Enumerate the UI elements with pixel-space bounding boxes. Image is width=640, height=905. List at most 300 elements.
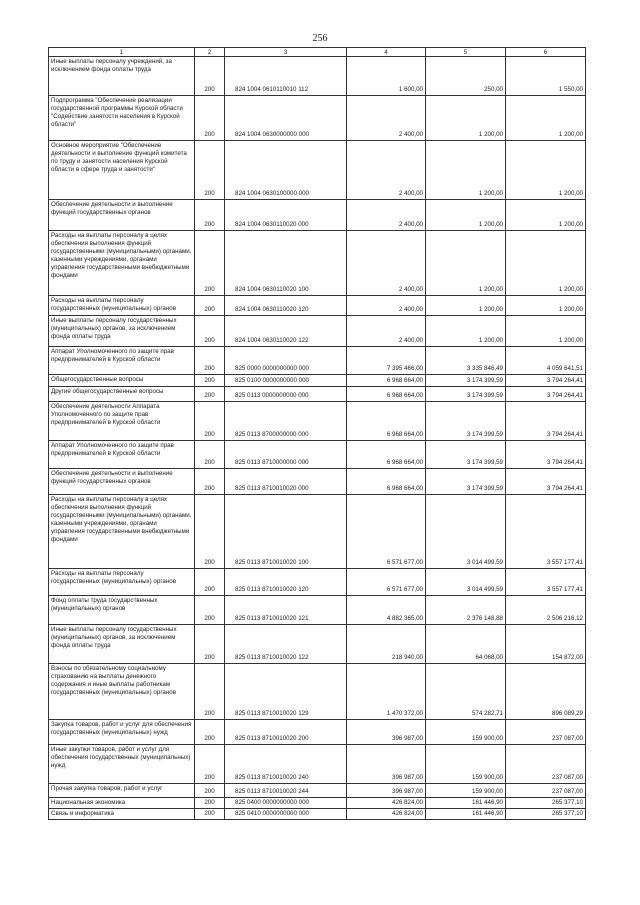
row-name-cell — [49, 296, 195, 316]
cell-text: 2 376 148,88 — [466, 615, 503, 622]
column-header: 2 — [195, 48, 225, 57]
cell-text: Иные выплаты персоналу государственных (муниципальных) органов, за исключением фонда оплаты труда — [51, 626, 177, 649]
row-kbk-cell — [225, 57, 347, 96]
row-kbk-cell — [225, 296, 347, 316]
row-value-col5-cell — [426, 720, 506, 745]
row-name-cell — [49, 809, 195, 820]
column-header: 1 — [49, 48, 195, 57]
row-value-col4-cell — [347, 316, 426, 347]
cell-text: 200 — [204, 190, 215, 197]
row-value-col4-cell — [347, 798, 426, 809]
cell-text: 200 — [204, 337, 215, 344]
cell-text: 218 940,00 — [392, 654, 423, 661]
row-value-col5-cell — [426, 569, 506, 596]
cell-text: 1 200,00 — [558, 306, 583, 313]
row-kbk-cell — [225, 469, 347, 495]
cell-text: 825 0400 0000000000 000 — [235, 799, 309, 806]
row-name-cell — [49, 469, 195, 495]
cell-text: 1 470 372,00 — [386, 710, 423, 717]
cell-text: Взносы по обязательному социальному страхованию на выплаты денежного содержания и иные выплаты работникам государственных (муниципальных) органов — [51, 665, 177, 696]
row-code-cell — [195, 296, 225, 316]
row-kbk-cell — [225, 664, 347, 720]
row-code-cell — [195, 96, 225, 141]
cell-text: 3 794 264,41 — [546, 459, 583, 466]
cell-text: 3 174 399,59 — [466, 392, 503, 399]
cell-text: 237 087,00 — [552, 788, 583, 795]
row-kbk-cell — [225, 745, 347, 784]
cell-text: 2 400,00 — [398, 131, 423, 138]
row-value-col4-cell — [347, 469, 426, 495]
cell-text: 200 — [204, 221, 215, 228]
table-row — [49, 569, 586, 596]
cell-text: 825 0113 8710010020 100 — [235, 559, 309, 566]
cell-text: Прочая закупка товаров, работ и услуг — [51, 785, 163, 792]
cell-text: 825 0000 0000000000 000 — [235, 365, 309, 372]
cell-text: 824 1004 0630000000 000 — [235, 131, 309, 138]
cell-text: Расходы на выплаты персоналу государственных (муниципальных) органов — [51, 570, 177, 585]
cell-text: Основное мероприятие "Обеспечение деятельности и выполнение функций комитета по труду и занятости населения Курской области в сфере труда и занятости" — [51, 142, 187, 173]
cell-text: 159 900,00 — [472, 735, 503, 742]
cell-text: Расходы на выплаты персоналу в целях обеспечения выполнения функций государственными (муниципальными) органами, казенными учреждениями, органами управления государственными внебюджетными фондами — [51, 496, 192, 543]
row-code-cell — [195, 569, 225, 596]
cell-text: 3 794 264,41 — [546, 431, 583, 438]
row-value-col5-cell — [426, 745, 506, 784]
cell-text: 1 200,00 — [558, 337, 583, 344]
row-value-col4-cell — [347, 57, 426, 96]
table-row — [49, 784, 586, 798]
row-code-cell — [195, 347, 225, 375]
cell-text: Иные выплаты персоналу учреждений, за исключением фонда оплаты труда — [51, 58, 172, 73]
cell-text: 2 506 216,12 — [546, 615, 583, 622]
cell-text: 200 — [204, 459, 215, 466]
table-row — [49, 402, 586, 441]
row-value-col4-cell — [347, 96, 426, 141]
cell-text: 1 200,00 — [478, 286, 503, 293]
cell-text: 200 — [204, 131, 215, 138]
cell-text: 4 882 365,00 — [386, 615, 423, 622]
table-row — [49, 469, 586, 495]
table-row — [49, 200, 586, 231]
cell-text: 825 0410 0000000000 000 — [235, 810, 309, 817]
cell-text: 250,00 — [484, 86, 503, 93]
cell-text: 3 794 264,41 — [546, 392, 583, 399]
row-value-col6-cell — [506, 441, 586, 469]
row-value-col5-cell — [426, 809, 506, 820]
row-value-col5-cell — [426, 469, 506, 495]
row-value-col5-cell — [426, 375, 506, 387]
cell-text: 3 174 399,59 — [466, 459, 503, 466]
row-value-col4-cell — [347, 625, 426, 664]
page-number: 256 — [312, 33, 328, 44]
row-name-cell — [49, 96, 195, 141]
row-value-col5-cell — [426, 296, 506, 316]
row-name-cell — [49, 375, 195, 387]
cell-text: 426 824,00 — [392, 810, 423, 817]
row-kbk-cell — [225, 316, 347, 347]
cell-text: 825 0113 8700000000 000 — [235, 431, 309, 438]
row-kbk-cell — [225, 569, 347, 596]
row-value-col4-cell — [347, 375, 426, 387]
row-value-col5-cell — [426, 347, 506, 375]
cell-text: 200 — [204, 735, 215, 742]
row-value-col6-cell — [506, 745, 586, 784]
cell-text: Расходы на выплаты персоналу государственных (муниципальных) органов — [51, 297, 177, 312]
cell-text: 396 987,00 — [392, 735, 423, 742]
cell-text: 824 1004 0630110020 122 — [235, 337, 309, 344]
cell-text: 1 200,00 — [478, 221, 503, 228]
row-code-cell — [195, 784, 225, 798]
cell-text: Обеспечение деятельности и выполнение функций государственных органов — [51, 201, 173, 216]
row-value-col4-cell — [347, 495, 426, 569]
cell-text: 200 — [204, 365, 215, 372]
table-row — [49, 96, 586, 141]
cell-text: 825 0113 8710010020 244 — [235, 788, 309, 795]
column-header: 5 — [426, 48, 506, 57]
cell-text: Фонд оплаты труда государственных (муниципальных) органов — [51, 597, 158, 612]
row-value-col6-cell — [506, 200, 586, 231]
row-value-col4-cell — [347, 347, 426, 375]
table-row — [49, 316, 586, 347]
cell-text: 896 089,29 — [552, 710, 583, 717]
row-value-col6-cell — [506, 720, 586, 745]
table-row — [49, 347, 586, 375]
row-name-cell — [49, 596, 195, 625]
row-code-cell — [195, 231, 225, 296]
row-name-cell — [49, 798, 195, 809]
cell-text: Расходы на выплаты персоналу в целях обеспечения выполнения функций государственными (муниципальными) органами, казенными учреждениями, органами управления государственными внебюджетными фондами — [51, 232, 192, 279]
cell-text: 825 0113 8710010020 120 — [235, 586, 309, 593]
cell-text: 6 968 664,00 — [386, 485, 423, 492]
row-code-cell — [195, 141, 225, 200]
cell-text: 1 200,00 — [478, 131, 503, 138]
row-code-cell — [195, 375, 225, 387]
cell-text: 237 087,00 — [552, 774, 583, 781]
cell-text: 6 571 677,00 — [386, 559, 423, 566]
row-value-col6-cell — [506, 784, 586, 798]
row-value-col4-cell — [347, 809, 426, 820]
cell-text: 200 — [204, 485, 215, 492]
row-name-cell — [49, 625, 195, 664]
row-value-col6-cell — [506, 57, 586, 96]
row-kbk-cell — [225, 231, 347, 296]
row-value-col4-cell — [347, 745, 426, 784]
row-value-col6-cell — [506, 664, 586, 720]
row-code-cell — [195, 809, 225, 820]
cell-text: 200 — [204, 86, 215, 93]
row-value-col6-cell — [506, 296, 586, 316]
cell-text: 200 — [204, 306, 215, 313]
cell-text: 161 446,90 — [472, 799, 503, 806]
row-value-col4-cell — [347, 200, 426, 231]
cell-text: 825 0113 8710010020 000 — [235, 485, 309, 492]
cell-text: 200 — [204, 788, 215, 795]
cell-text: 6 571 677,00 — [386, 586, 423, 593]
row-value-col5-cell — [426, 784, 506, 798]
table-row — [49, 141, 586, 200]
row-value-col5-cell — [426, 402, 506, 441]
row-value-col6-cell — [506, 569, 586, 596]
table-row — [49, 798, 586, 809]
row-kbk-cell — [225, 720, 347, 745]
table-row — [49, 375, 586, 387]
cell-text: 200 — [204, 586, 215, 593]
cell-text: 4 059 641,51 — [546, 365, 583, 372]
cell-text: 3 014 499,59 — [466, 586, 503, 593]
cell-text: 1 200,00 — [478, 190, 503, 197]
row-name-cell — [49, 745, 195, 784]
cell-text: Иные закупки товаров, работ и услуг для обеспечения государственных (муниципальных) нужд — [51, 746, 191, 769]
table-row — [49, 745, 586, 784]
cell-text: Закупка товаров, работ и услуг для обеспечения государственных (муниципальных) нужд — [51, 721, 192, 736]
table-row — [49, 296, 586, 316]
row-kbk-cell — [225, 784, 347, 798]
row-kbk-cell — [225, 625, 347, 664]
row-value-col6-cell — [506, 596, 586, 625]
row-value-col5-cell — [426, 441, 506, 469]
cell-text: 825 0113 0000000000 000 — [235, 392, 309, 399]
cell-text: 200 — [204, 392, 215, 399]
table-row — [49, 596, 586, 625]
row-value-col6-cell — [506, 495, 586, 569]
row-value-col5-cell — [426, 625, 506, 664]
row-kbk-cell — [225, 347, 347, 375]
row-value-col4-cell — [347, 720, 426, 745]
row-value-col4-cell — [347, 231, 426, 296]
row-name-cell — [49, 57, 195, 96]
row-value-col5-cell — [426, 798, 506, 809]
row-value-col4-cell — [347, 141, 426, 200]
cell-text: 200 — [204, 810, 215, 817]
row-value-col6-cell — [506, 798, 586, 809]
cell-text: Обеспечение деятельности Аппарата Уполномоченного по защите прав предпринимателей в Курской области — [51, 403, 161, 426]
row-name-cell — [49, 316, 195, 347]
row-code-cell — [195, 596, 225, 625]
cell-text: 1 600,00 — [398, 86, 423, 93]
table-row — [49, 809, 586, 820]
cell-text: 825 0113 8710000000 000 — [235, 459, 309, 466]
row-name-cell — [49, 402, 195, 441]
row-value-col6-cell — [506, 347, 586, 375]
row-name-cell — [49, 664, 195, 720]
row-kbk-cell — [225, 200, 347, 231]
cell-text: 265 377,10 — [552, 810, 583, 817]
column-header: 3 — [225, 48, 347, 57]
row-value-col5-cell — [426, 664, 506, 720]
cell-text: 200 — [204, 615, 215, 622]
budget-table — [48, 47, 586, 820]
cell-text: 161 446,90 — [472, 810, 503, 817]
cell-text: 824 1004 0630100000 000 — [235, 190, 309, 197]
row-value-col6-cell — [506, 402, 586, 441]
row-value-col6-cell — [506, 231, 586, 296]
cell-text: Общегосударственные вопросы — [51, 376, 144, 383]
row-value-col5-cell — [426, 57, 506, 96]
cell-text: 2 400,00 — [398, 221, 423, 228]
cell-text: 2 400,00 — [398, 337, 423, 344]
cell-text: 3 794 264,41 — [546, 377, 583, 384]
row-value-col4-cell — [347, 596, 426, 625]
row-kbk-cell — [225, 798, 347, 809]
cell-text: 3 557 177,41 — [546, 559, 583, 566]
cell-text: Подпрограмма "Обеспечение реализации государственной программы Курской области "Содействие занятости населения в Курской области" — [51, 97, 183, 128]
cell-text: 1 200,00 — [558, 131, 583, 138]
cell-text: 200 — [204, 431, 215, 438]
row-code-cell — [195, 798, 225, 809]
cell-text: 6 968 664,00 — [386, 459, 423, 466]
row-value-col4-cell — [347, 569, 426, 596]
table-row — [49, 720, 586, 745]
cell-text: 6 968 664,00 — [386, 392, 423, 399]
row-value-col6-cell — [506, 141, 586, 200]
table-row — [49, 441, 586, 469]
column-header: 6 — [506, 48, 586, 57]
cell-text: 3 174 399,59 — [466, 377, 503, 384]
row-code-cell — [195, 469, 225, 495]
row-kbk-cell — [225, 375, 347, 387]
row-value-col6-cell — [506, 469, 586, 495]
cell-text: 265 377,10 — [552, 799, 583, 806]
table-row — [49, 387, 586, 402]
cell-text: 825 0100 0000000000 000 — [235, 377, 309, 384]
row-value-col5-cell — [426, 596, 506, 625]
row-kbk-cell — [225, 96, 347, 141]
column-header: 4 — [347, 48, 426, 57]
row-value-col4-cell — [347, 402, 426, 441]
cell-text: 159 900,00 — [472, 774, 503, 781]
cell-text: Аппарат Уполномоченного по защите прав предпринимателей в Курской области — [51, 442, 174, 457]
row-name-cell — [49, 141, 195, 200]
row-value-col5-cell — [426, 141, 506, 200]
row-value-col4-cell — [347, 441, 426, 469]
row-name-cell — [49, 720, 195, 745]
cell-text: 426 824,00 — [392, 799, 423, 806]
cell-text: Национальная экономика — [51, 799, 126, 806]
cell-text: 200 — [204, 286, 215, 293]
cell-text: 237 087,00 — [552, 735, 583, 742]
row-value-col4-cell — [347, 664, 426, 720]
cell-text: 64 068,00 — [475, 654, 503, 661]
row-value-col5-cell — [426, 495, 506, 569]
cell-text: 1 550,00 — [558, 86, 583, 93]
cell-text: 7 395 466,00 — [386, 365, 423, 372]
cell-text: 574 282,71 — [472, 710, 503, 717]
row-value-col6-cell — [506, 387, 586, 402]
cell-text: 1 200,00 — [558, 190, 583, 197]
row-value-col5-cell — [426, 231, 506, 296]
cell-text: 396 987,00 — [392, 774, 423, 781]
row-name-cell — [49, 441, 195, 469]
cell-text: 825 0113 8710010020 122 — [235, 654, 309, 661]
row-value-col4-cell — [347, 784, 426, 798]
row-value-col6-cell — [506, 316, 586, 347]
row-kbk-cell — [225, 402, 347, 441]
cell-text: 3 557 177,41 — [546, 586, 583, 593]
cell-text: 824 1004 0630110020 120 — [235, 306, 309, 313]
cell-text: 1 200,00 — [558, 286, 583, 293]
cell-text: 3 174 399,59 — [466, 431, 503, 438]
row-value-col5-cell — [426, 387, 506, 402]
cell-text: 2 400,00 — [398, 306, 423, 313]
cell-text: 1 200,00 — [558, 221, 583, 228]
row-value-col5-cell — [426, 316, 506, 347]
cell-text: 200 — [204, 377, 215, 384]
row-name-cell — [49, 387, 195, 402]
row-name-cell — [49, 495, 195, 569]
cell-text: Другие общегосударственные вопросы — [51, 388, 164, 395]
row-kbk-cell — [225, 141, 347, 200]
cell-text: 2 400,00 — [398, 190, 423, 197]
cell-text: 3 014 499,59 — [466, 559, 503, 566]
cell-text: Иные выплаты персоналу государственных (муниципальных) органов, за исключением фонда оплаты труда — [51, 317, 177, 340]
cell-text: 200 — [204, 774, 215, 781]
row-code-cell — [195, 745, 225, 784]
cell-text: 3 794 264,41 — [546, 485, 583, 492]
row-code-cell — [195, 720, 225, 745]
cell-text: 200 — [204, 799, 215, 806]
cell-text: Обеспечение деятельности и выполнение функций государственных органов — [51, 470, 173, 485]
cell-text: 3 335 846,49 — [466, 365, 503, 372]
row-name-cell — [49, 231, 195, 296]
cell-text: 824 1004 0610110010 112 — [235, 86, 309, 93]
cell-text: 825 0113 8710010020 240 — [235, 774, 309, 781]
row-value-col6-cell — [506, 809, 586, 820]
row-kbk-cell — [225, 441, 347, 469]
cell-text: Связь и информатика — [51, 810, 114, 817]
table-row — [49, 231, 586, 296]
table-row — [49, 625, 586, 664]
table-row — [49, 664, 586, 720]
row-kbk-cell — [225, 596, 347, 625]
row-value-col4-cell — [347, 387, 426, 402]
row-code-cell — [195, 387, 225, 402]
cell-text: Аппарат Уполномоченного по защите прав предпринимателей в Курской области — [51, 348, 174, 363]
cell-text: 6 968 664,00 — [386, 377, 423, 384]
row-name-cell — [49, 569, 195, 596]
row-name-cell — [49, 200, 195, 231]
row-code-cell — [195, 495, 225, 569]
row-value-col5-cell — [426, 96, 506, 141]
row-code-cell — [195, 625, 225, 664]
cell-text: 200 — [204, 654, 215, 661]
cell-text: 1 200,00 — [478, 337, 503, 344]
row-value-col5-cell — [426, 200, 506, 231]
cell-text: 824 1004 0630110020 100 — [235, 286, 309, 293]
table-header-row — [49, 48, 586, 57]
table-row — [49, 495, 586, 569]
cell-text: 1 200,00 — [478, 306, 503, 313]
row-code-cell — [195, 402, 225, 441]
row-value-col6-cell — [506, 625, 586, 664]
row-value-col4-cell — [347, 296, 426, 316]
row-kbk-cell — [225, 495, 347, 569]
row-code-cell — [195, 316, 225, 347]
cell-text: 825 0113 8710010020 121 — [235, 615, 309, 622]
row-code-cell — [195, 441, 225, 469]
row-code-cell — [195, 664, 225, 720]
cell-text: 6 968 664,00 — [386, 431, 423, 438]
row-code-cell — [195, 57, 225, 96]
cell-text: 3 174 399,59 — [466, 485, 503, 492]
cell-text: 825 0113 8710010020 129 — [235, 710, 309, 717]
cell-text: 200 — [204, 559, 215, 566]
row-kbk-cell — [225, 809, 347, 820]
cell-text: 154 872,00 — [552, 654, 583, 661]
cell-text: 824 1004 0630110020 000 — [235, 221, 309, 228]
row-value-col6-cell — [506, 96, 586, 141]
row-name-cell — [49, 347, 195, 375]
row-value-col6-cell — [506, 375, 586, 387]
cell-text: 396 987,00 — [392, 788, 423, 795]
